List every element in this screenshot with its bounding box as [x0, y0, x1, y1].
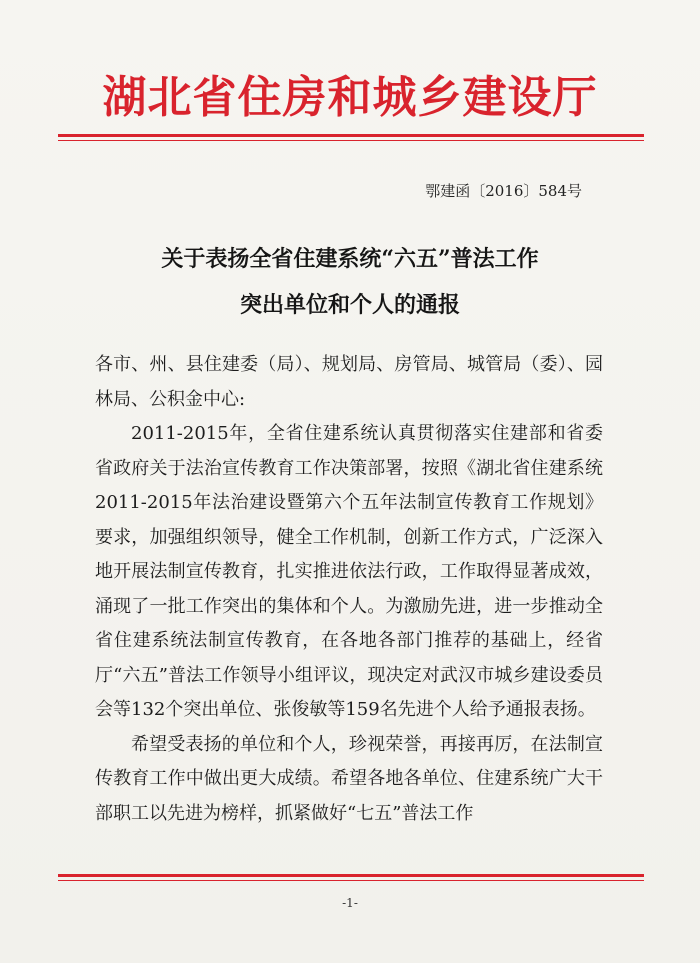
page-number: -1-: [342, 896, 358, 910]
document-title: [0, 236, 700, 328]
document-title-line-2: 突出单位和个人的通报: [239, 292, 460, 318]
issuer-header-title: 湖北省住房和城乡建设厅: [102, 72, 598, 123]
footer-red-rule-thin: [58, 880, 644, 881]
body-paragraph-2: 希望受表扬的单位和个人，珍视荣誉，再接再厉，在法制宣传教育工作中做出更大成绩。希望各地各单位、住建系统广大干部职工以先进为榜样，抓紧做好“七五”普法工作: [95, 733, 603, 824]
document-number: 鄂建函〔2016〕584号: [425, 182, 582, 200]
body-paragraph-1: 2011-2015年，全省住建系统认真贯彻落实住建部和省委省政府关于法治宣传教育工作决策部署，按照《湖北省住建系统2011-2015年法治建设暨第六个五年法制宣传教育工作规划》要求，加强组织领导，健全工作机制，创新工作方式，广泛深入地开展法制宣传教育，扎实推进依法行政，工作取得显著成效，涌现了一批工作突出的集体和个人。为激励先进，进一步推动全省住建系统法制宣传教育，在各地各部门推荐的基础上，经省厅“六五”普法工作领导小组评议，现决定对武汉市城乡建设委员会等132个突出单位、张俊敏等159名先进个人给予通报表扬。: [95, 423, 603, 720]
footer-red-rule-thick: [58, 874, 644, 877]
document-body: [95, 348, 603, 831]
document-title-line-1: 关于表扬全省住建系统“六五”普法工作: [161, 246, 539, 272]
addressee-paragraph: 各市、州、县住建委（局）、规划局、房管局、城管局（委）、园林局、公积金中心:: [95, 354, 603, 410]
header-red-rule-thick: [58, 134, 644, 137]
header-red-rule-thin: [58, 140, 644, 141]
